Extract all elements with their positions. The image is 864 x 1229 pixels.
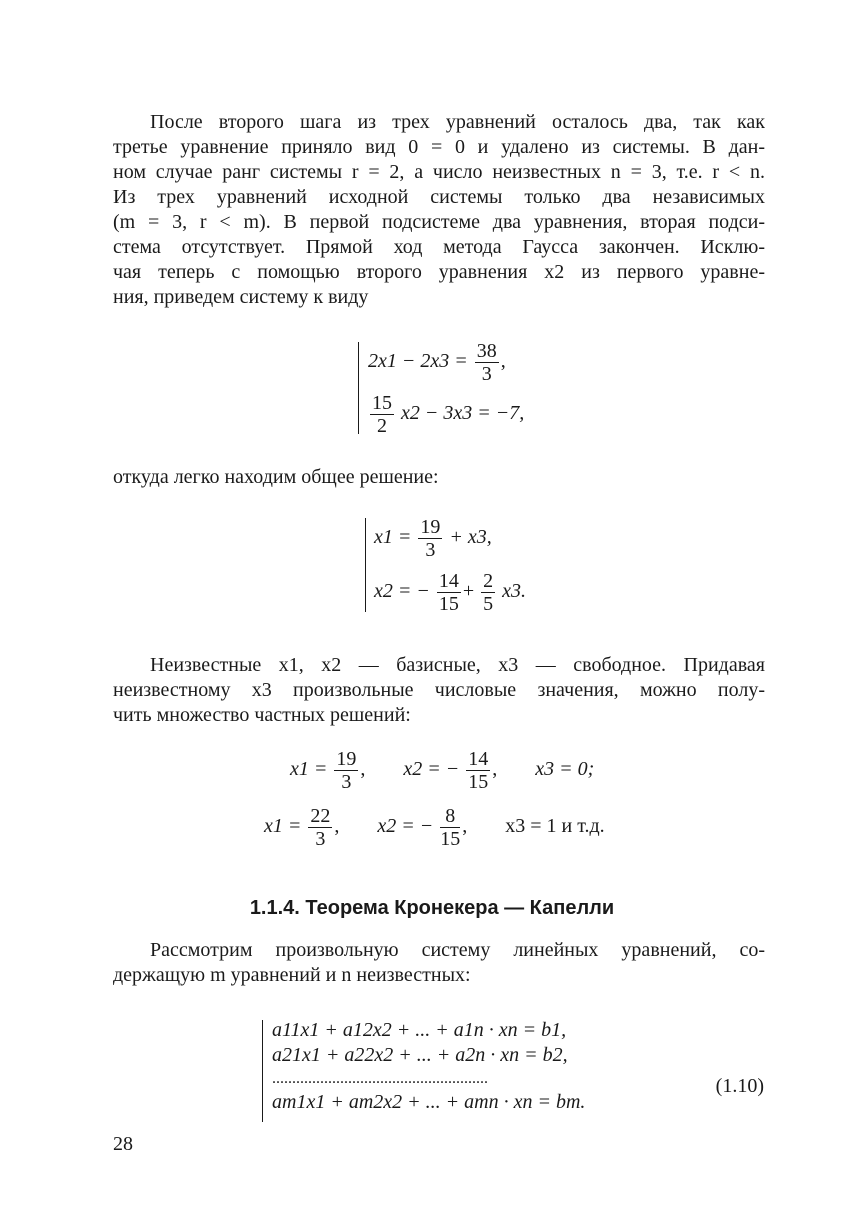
text-line: третье уравнение приняло вид 0 = 0 и удалено из системы. В дан- <box>113 136 765 158</box>
fraction: $\frac{14}{15}$ <box>438 570 459 615</box>
paragraph-gauss-result <box>113 110 765 310</box>
text-line: Из трех уравнений исходной системы только два независимых <box>113 186 765 208</box>
system2-equation-1: x1 = $\frac{19}{3}$ + x3, <box>374 516 492 561</box>
paragraph-free-variables <box>113 653 765 728</box>
text-line: После второго шага из трех уравнений осталось два, так как <box>150 111 765 133</box>
system-row: a21x1 + a22x2 + ... + a2n · xn = b2, <box>272 1044 568 1066</box>
system-row: am1x1 + am2x2 + ... + amn · xn = bm. <box>272 1091 586 1113</box>
text-line: неизвестному x3 произвольные числовые значения, можно полу- <box>113 679 765 701</box>
text-line: откуда легко находим общее решение: <box>113 466 439 488</box>
fraction: $\frac{2}{5}$ <box>483 570 494 615</box>
text-line: чить множество частных решений: <box>113 704 411 726</box>
text-line: стема отсутствует. Прямой ход метода Гаусса закончен. Исклю- <box>113 236 765 258</box>
system2-equation-2: x2 = − $\frac{14}{15}$ + $\frac{2}{5}$ x3. <box>374 570 527 615</box>
text-line: чая теперь с помощью второго уравнения x2 из первого уравне- <box>113 261 765 283</box>
general-system <box>272 1018 585 1115</box>
text-line: держащую m уравнений и n неизвестных: <box>113 964 471 986</box>
system1-equation-2 <box>368 392 524 437</box>
text-line: Неизвестные x1, x2 — базисные, x3 — свободное. Придавая <box>150 654 765 676</box>
particular-solution-2: x1 = $\frac{22}{3}$ , x2 = − $\frac{8}{15}$ , x3 = 1 и т.д. <box>264 805 605 850</box>
text-line: ния, приведем систему к виду <box>113 286 369 308</box>
section-heading: 1.1.4. Теорема Кронекера — Капелли <box>249 897 615 919</box>
paragraph-general-solution <box>113 465 765 490</box>
system-row: a11x1 + a12x2 + ... + a1n · xn = b1, <box>272 1019 567 1041</box>
system-brace <box>365 518 366 612</box>
system1-equation-1: 2x1 − 2x3 = $\frac{38}{3}$ , <box>368 340 506 385</box>
text-line: ном случае ранг системы r = 2, а число неизвестных n = 3, т.е. r < n. <box>113 161 765 183</box>
fraction: $\frac{15}{2}$ <box>372 392 392 437</box>
text-line: (m = 3, r < m). В первой подсистеме два уравнения, вторая подси- <box>113 211 765 233</box>
paragraph-linear-system <box>113 938 765 988</box>
eq-text: x2 − 3x3 = −7, <box>401 402 525 425</box>
text-line: Рассмотрим произвольную систему линейных уравнений, со- <box>150 939 765 961</box>
fraction: $\frac{19}{3}$ <box>420 516 441 561</box>
eq-text: 2x1 − 2x3 = <box>368 350 468 373</box>
system-brace <box>262 1020 263 1122</box>
system-row-ellipsis: ...................................................... <box>272 1070 488 1087</box>
particular-solution-1: x1 = $\frac{19}{3}$ , x2 = − $\frac{14}{15}$ , x3 = 0; <box>290 748 595 793</box>
equation-number: (1.10) <box>715 1075 764 1097</box>
system-brace <box>358 342 359 434</box>
page-number: 28 <box>113 1133 133 1155</box>
fraction: $\frac{38}{3}$ <box>476 340 497 385</box>
